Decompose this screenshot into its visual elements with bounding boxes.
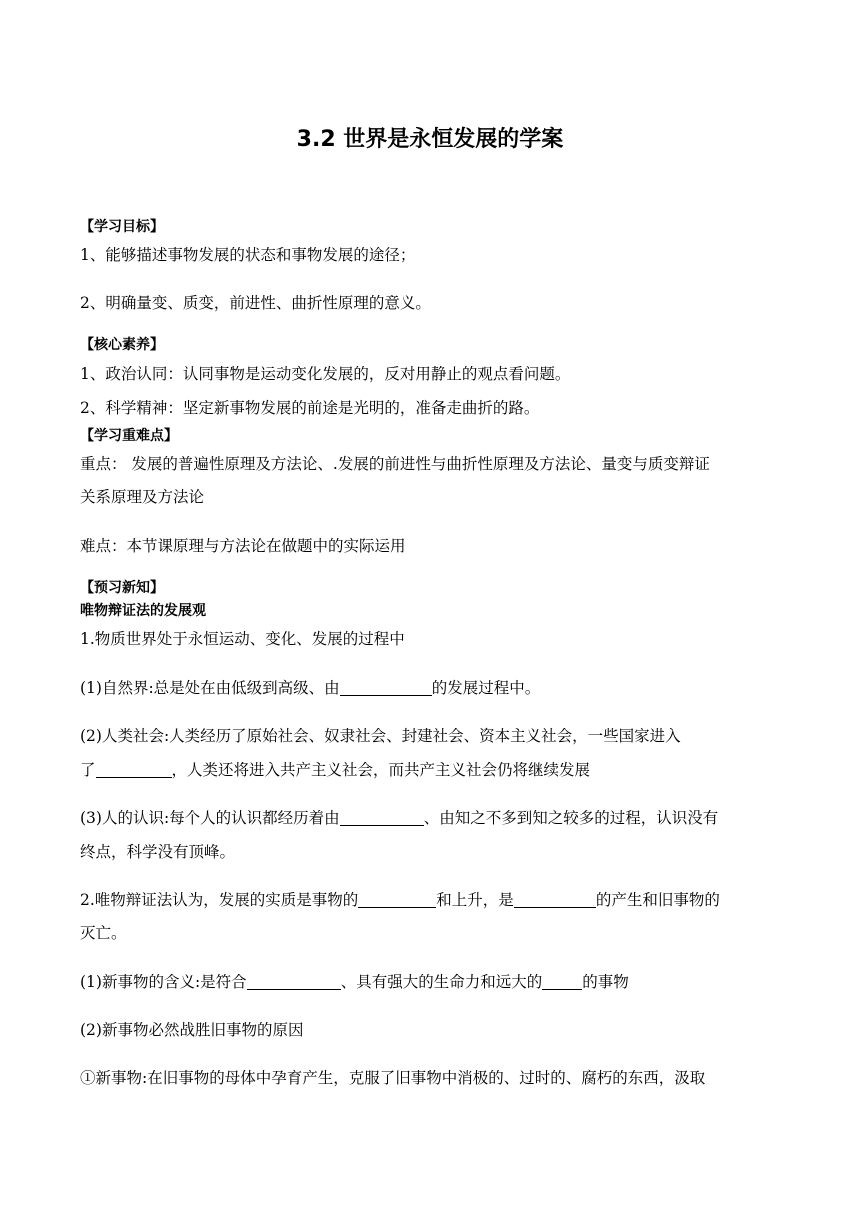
preview-line-1: 1.物质世界处于永恒运动、变化、发展的过程中 — [80, 630, 405, 648]
key-point-line-1: 重点： 发展的普遍性原理及方法论、.发展的前进性与曲折性原理及方法论、量变与质变辩证 — [80, 455, 710, 473]
section-heading-key-points: 【学习重难点】 — [80, 428, 178, 444]
literacy-line-1: 1、政治认同：认同事物是运动变化发展的，反对用静止的观点看问题。 — [80, 365, 571, 383]
section-heading-core-literacy: 【核心素养】 — [80, 337, 164, 353]
preview-line-society: (2)人类社会:人类经历了原始社会、奴隶社会、封建社会、资本主义社会，一些国家进入 — [80, 727, 681, 745]
preview-line-society-cont: 了 ，人类还将进入共产主义社会，而共产主义社会仍将继续发展 — [80, 761, 591, 779]
preview-line-cognition: (3)人的认识:每个人的认识都经历着由 、由知之不多到知之较多的过程，认识没有 — [80, 809, 719, 827]
preview-line-cognition-cont: 终点，科学没有顶峰。 — [80, 843, 236, 861]
subheading-development-view: 唯物辩证法的发展观 — [80, 603, 206, 619]
fill-blank[interactable] — [358, 892, 436, 909]
preview-line-nature: (1)自然界:总是处在由低级到高级、由 的发展过程中。 — [80, 679, 541, 697]
section-heading-preview: 【预习新知】 — [80, 580, 164, 596]
preview-line-new-things: (1)新事物的含义:是符合 、具有强大的生命力和远大的 的事物 — [80, 973, 629, 991]
key-point-line-2: 关系原理及方法论 — [80, 488, 205, 506]
section-heading-learning-goals: 【学习目标】 — [80, 219, 164, 235]
literacy-line-2: 2、科学精神：坚定新事物发展的前途是光明的，准备走曲折的路。 — [80, 399, 540, 417]
fill-blank[interactable] — [340, 810, 424, 827]
difficulty-line: 难点：本节课原理与方法论在做题中的实际运用 — [80, 537, 406, 555]
preview-line-essence: 2.唯物辩证法认为，发展的实质是事物的 和上升，是 的产生和旧事物的 — [80, 891, 720, 909]
goal-line-2: 2、明确量变、质变，前进性、曲折性原理的意义。 — [80, 294, 431, 312]
fill-blank[interactable] — [96, 762, 172, 779]
preview-line-essence-cont: 灭亡。 — [80, 924, 127, 942]
goal-line-1: 1、能够描述事物发展的状态和事物发展的途径； — [80, 246, 416, 264]
fill-blank[interactable] — [542, 974, 582, 991]
page-title: 3.2 世界是永恒发展的学案 — [296, 127, 564, 152]
preview-line-reasons: (2)新事物必然战胜旧事物的原因 — [80, 1021, 304, 1039]
preview-line-reason-1: ①新事物:在旧事物的母体中孕育产生，克服了旧事物中消极的、过时的、腐朽的东西，汲取 — [80, 1069, 706, 1087]
fill-blank[interactable] — [514, 892, 596, 909]
fill-blank[interactable] — [340, 680, 432, 697]
fill-blank[interactable] — [247, 974, 341, 991]
